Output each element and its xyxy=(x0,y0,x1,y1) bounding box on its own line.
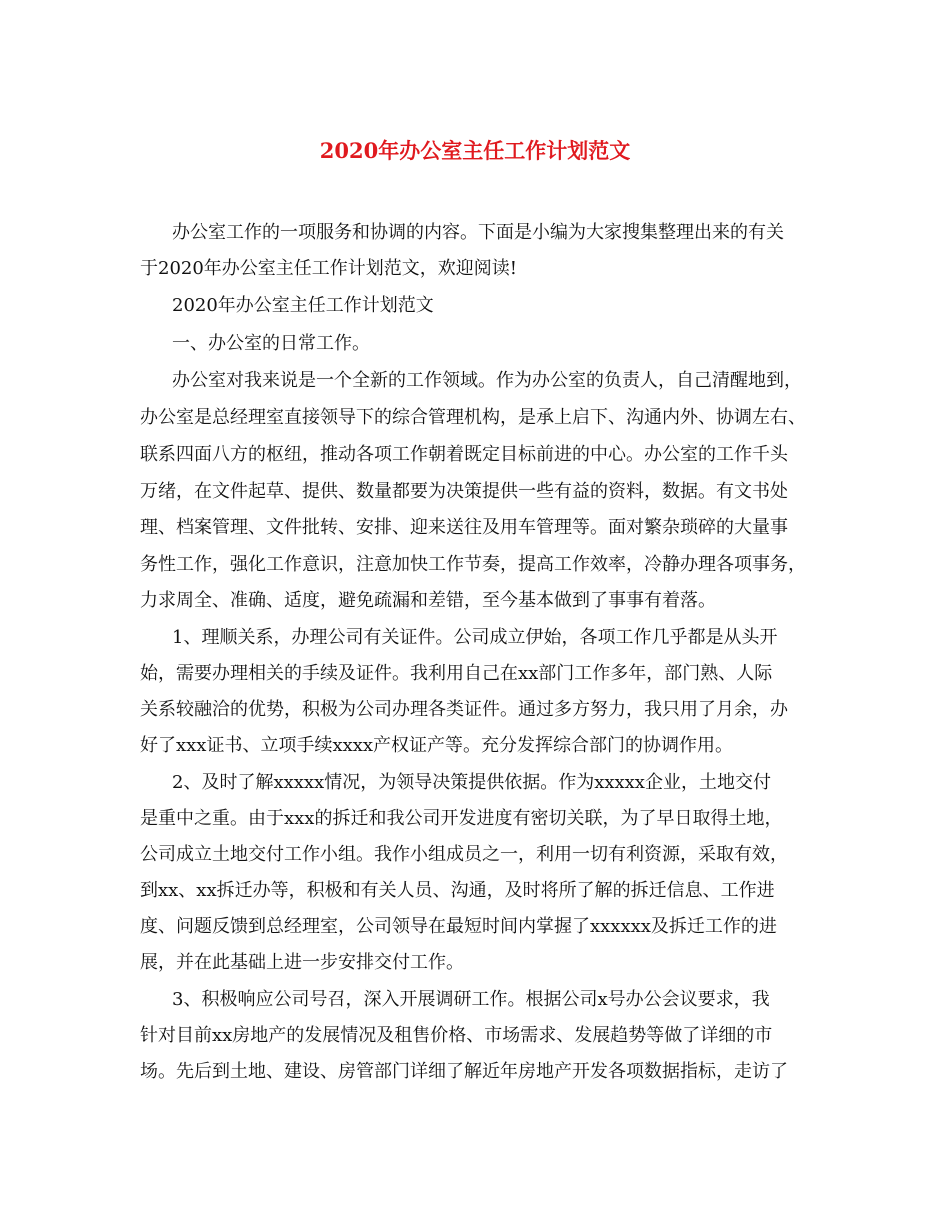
text-line: 是重中之重。由于xxx的拆迁和我公司开发进度有密切关联，为了早日取得土地， xyxy=(140,808,783,829)
text-line: 2020年办公室主任工作计划范文 xyxy=(172,295,434,316)
text-line: 展，并在此基础上进一步安排交付工作。 xyxy=(140,952,464,973)
text-line: 2、及时了解xxxxx情况，为领导决策提供依据。作为xxxxx企业，土地交付 xyxy=(172,772,771,793)
text-line: 联系四面八方的枢纽，推动各项工作朝着既定目标前进的中心。办公室的工作千头 xyxy=(140,444,788,465)
text-line: 办公室是总经理室直接领导下的综合管理机构，是承上启下、沟通内外、协调左右、 xyxy=(140,407,806,428)
text-line: 公司成立土地交付工作小组。我作小组成员之一，利用一切有利资源，采取有效， xyxy=(140,844,788,865)
text-line: 办公室工作的一项服务和协调的内容。下面是小编为大家搜集整理出来的有关 xyxy=(172,222,784,243)
text-line: 理、档案管理、文件批转、安排、迎来送往及用车管理等。面对繁杂琐碎的大量事 xyxy=(140,517,788,538)
text-line: 场。先后到土地、建设、房管部门详细了解近年房地产开发各项数据指标，走访了 xyxy=(140,1061,788,1082)
text-line: 于2020年办公室主任工作计划范文，欢迎阅读! xyxy=(140,258,518,279)
text-line: 始，需要办理相关的手续及证件。我利用自己在xx部门工作多年，部门熟、人际 xyxy=(140,663,773,684)
text-line: 万绪，在文件起草、提供、数量都要为决策提供一些有益的资料，数据。有文书处 xyxy=(140,481,788,502)
text-line: 关系较融洽的优势，积极为公司办理各类证件。通过多方努力，我只用了月余，办 xyxy=(140,699,788,720)
document-title: 2020年办公室主任工作计划范文 xyxy=(319,138,631,163)
text-line: 一、办公室的日常工作。 xyxy=(172,333,370,354)
text-line: 3、积极响应公司号召，深入开展调研工作。根据公司x号办公会议要求，我 xyxy=(172,989,770,1010)
text-line: 务性工作，强化工作意识，注意加快工作节奏，提高工作效率，冷静办理各项事务， xyxy=(140,554,806,575)
text-line: 1、理顺关系，办理公司有关证件。公司成立伊始，各项工作几乎都是从头开 xyxy=(172,627,778,648)
text-line: 度、问题反馈到总经理室，公司领导在最短时间内掌握了xxxxxx及拆迁工作的进 xyxy=(140,916,777,937)
text-line: 针对目前xx房地产的发展情况及租售价格、市场需求、发展趋势等做了详细的市 xyxy=(140,1025,773,1046)
text-line: 到xx、xx拆迁办等，积极和有关人员、沟通，及时将所了解的拆迁信息、工作进 xyxy=(140,880,775,901)
text-line: 力求周全、准确、适度，避免疏漏和差错，至今基本做到了事事有着落。 xyxy=(140,590,716,611)
text-line: 办公室对我来说是一个全新的工作领域。作为办公室的负责人，自己清醒地到， xyxy=(172,370,802,391)
text-line: 好了xxx证书、立项手续xxxx产权证产等。充分发挥综合部门的协调作用。 xyxy=(140,735,734,756)
